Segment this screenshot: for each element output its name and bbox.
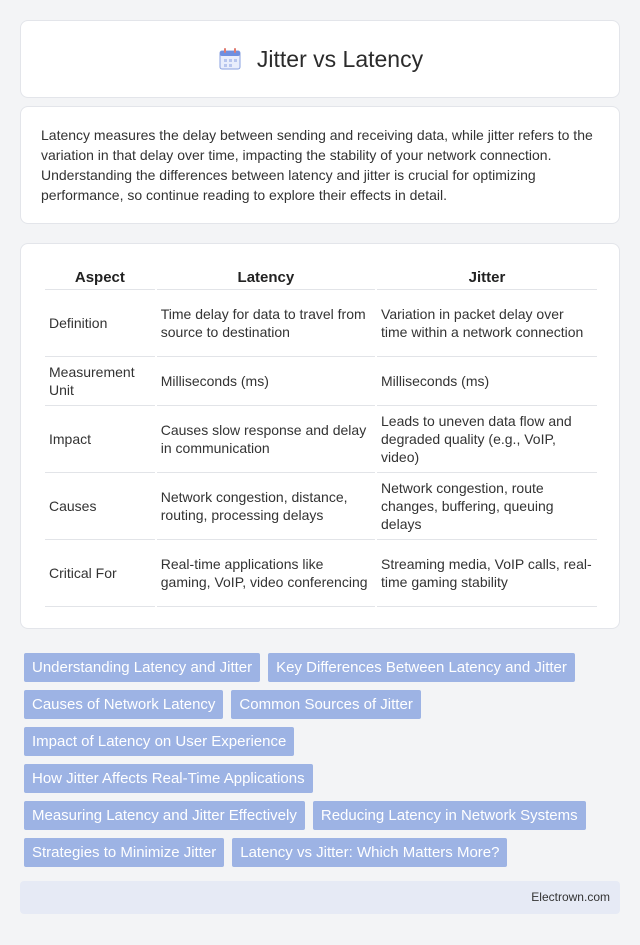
table-row	[45, 290, 597, 357]
table-cell: Impact	[45, 406, 155, 473]
header-jitter: Jitter	[377, 264, 597, 290]
table-cell: Definition	[45, 290, 155, 357]
topic-tag[interactable]: Latency vs Jitter: Which Matters More?	[232, 838, 507, 867]
table-row	[45, 540, 597, 607]
footer-site-link[interactable]: Electrown.com	[531, 890, 610, 904]
table-row	[45, 473, 597, 540]
tag-row	[24, 838, 624, 867]
topic-tag[interactable]: Common Sources of Jitter	[231, 690, 420, 719]
table-cell: Measurement Unit	[45, 357, 155, 406]
table-row	[45, 406, 597, 473]
topic-tag[interactable]: Strategies to Minimize Jitter	[24, 838, 224, 867]
table-cell: Causes	[45, 473, 155, 540]
comparison-table-card	[20, 243, 620, 629]
table-cell: Milliseconds (ms)	[157, 357, 375, 406]
topic-tag[interactable]: Understanding Latency and Jitter	[24, 653, 260, 682]
tag-row	[24, 764, 624, 793]
table-cell: Streaming media, VoIP calls, real-time gaming stability	[377, 540, 597, 607]
table-cell: Time delay for data to travel from source to destination	[157, 290, 375, 357]
page-title: Jitter vs Latency	[256, 45, 424, 72]
table-header-row	[45, 264, 597, 290]
table-cell: Leads to uneven data flow and degraded quality (e.g., VoIP, video)	[377, 406, 597, 473]
topic-tag[interactable]: Reducing Latency in Network Systems	[313, 801, 586, 830]
comparison-table	[43, 264, 599, 607]
tag-row	[24, 801, 624, 830]
topic-tag[interactable]: How Jitter Affects Real-Time Applications	[24, 764, 313, 793]
intro-paragraph: Latency measures the delay between sending and receiving data, while jitter refers to the variation in that delay over time, impacting the stability of your network connection. Understanding the differences between latency and jitter is crucial for optimizing performance, so continue reading to explore their effects in detail.	[41, 127, 593, 203]
footer	[20, 881, 620, 914]
tag-row	[24, 690, 624, 719]
table-cell: Milliseconds (ms)	[377, 357, 597, 406]
table-cell: Critical For	[45, 540, 155, 607]
table-cell: Network congestion, route changes, buffering, queuing delays	[377, 473, 597, 540]
table-cell: Real-time applications like gaming, VoIP, video conferencing	[157, 540, 375, 607]
topic-tag[interactable]: Key Differences Between Latency and Jitter	[268, 653, 575, 682]
tag-row	[24, 727, 624, 756]
related-topics	[24, 653, 624, 875]
table-row	[45, 357, 597, 406]
table-cell: Variation in packet delay over time within a network connection	[377, 290, 597, 357]
header-aspect: Aspect	[45, 264, 155, 290]
title-card	[20, 20, 620, 98]
header-latency: Latency	[157, 264, 375, 290]
table-cell: Causes slow response and delay in communication	[157, 406, 375, 473]
intro-card	[20, 106, 620, 224]
tag-row	[24, 653, 624, 682]
topic-tag[interactable]: Causes of Network Latency	[24, 690, 223, 719]
table-cell: Network congestion, distance, routing, processing delays	[157, 473, 375, 540]
topic-tag[interactable]: Impact of Latency on User Experience	[24, 727, 294, 756]
calendar-icon	[217, 46, 243, 72]
topic-tag[interactable]: Measuring Latency and Jitter Effectively	[24, 801, 305, 830]
